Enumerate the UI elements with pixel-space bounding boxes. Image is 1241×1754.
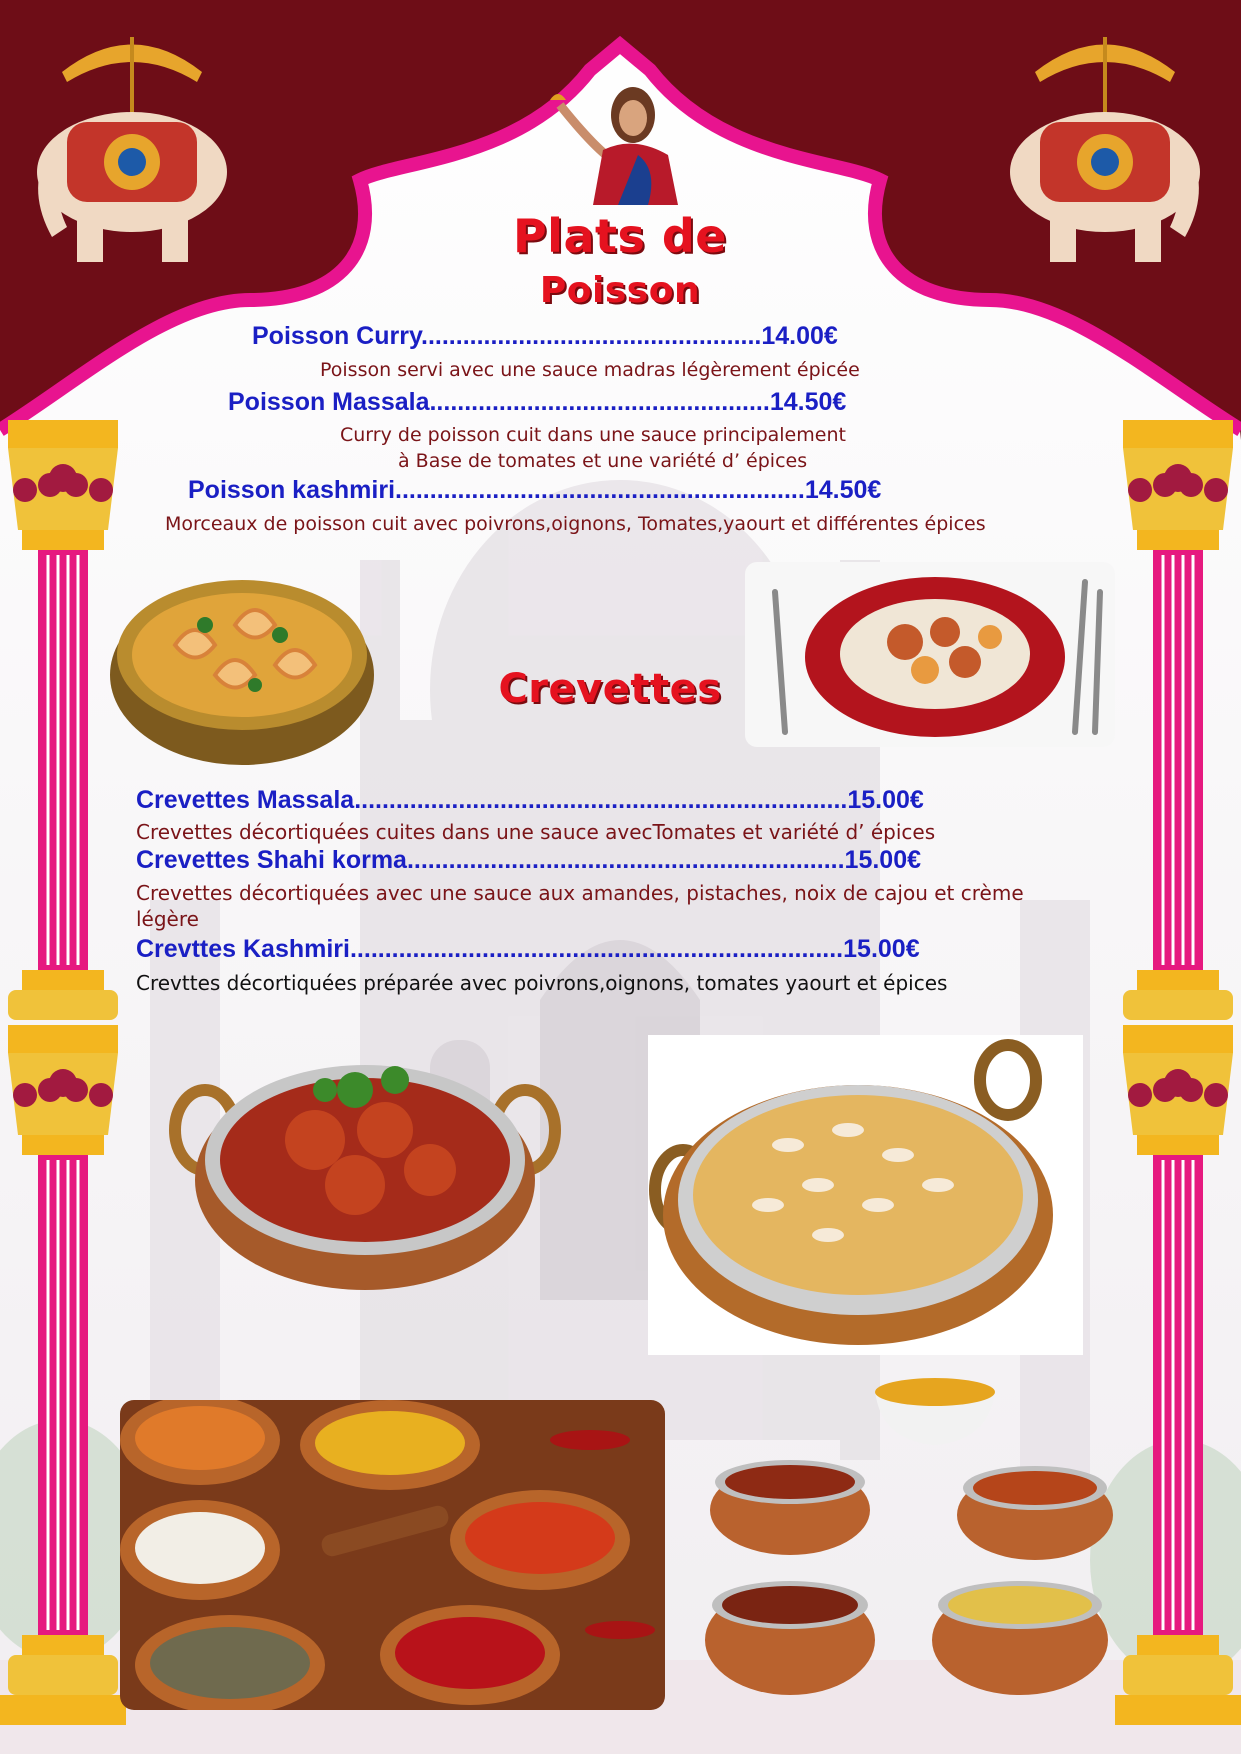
dish-name: Crevettes Shahi korma............................................................... [136, 846, 845, 874]
menu-item-poisson-kashmiri [188, 476, 881, 505]
dish-description: Crevttes décortiquées préparée avec poivrons,oignons, tomates yaourt et épices [136, 971, 948, 995]
red-curry-kadai-photo [165, 1020, 565, 1305]
dish-description: à Base de tomates et une variété d’ épices [398, 450, 808, 472]
menu-item-crevttes-kashmiri [136, 935, 920, 964]
shrimp-curry-bowl-photo [105, 555, 380, 775]
menu-item-poisson-curry [252, 322, 838, 351]
menu-item-crevettes-shahi-korma [136, 846, 921, 875]
dish-price: 15.00€ [847, 786, 924, 814]
dish-name: Poisson kashmiri........................................................... [188, 476, 805, 504]
dish-description: légère [136, 907, 199, 931]
dish-price: 14.50€ [804, 476, 882, 504]
dish-description: Crevettes décortiquées avec une sauce aux amandes, pistaches, noix de cajou et crème [136, 881, 1024, 905]
dish-price: 14.50€ [769, 388, 847, 416]
seafood-plate-photo [745, 562, 1115, 747]
dish-price: 15.00€ [844, 846, 922, 874]
elephant-icon [22, 22, 252, 272]
menu-item-poisson-massala [228, 388, 846, 417]
dish-description: Crevettes décortiquées cuites dans une sauce avecTomates et variété d’ épices [136, 820, 936, 844]
poisson-title-line1: Plats de [512, 209, 728, 263]
dish-description: Curry de poisson cuit dans une sauce principalement [340, 424, 846, 446]
dish-description: Morceaux de poisson cuit avec poivrons,oignons, Tomates,yaourt et différentes épices [165, 513, 986, 535]
dish-price: 14.00€ [761, 322, 838, 350]
spices-photo [120, 1400, 665, 1710]
crevettes-title: Crevettes [498, 666, 722, 712]
dish-name: Poisson Massala................................................. [228, 388, 770, 416]
dancer-figure [548, 80, 698, 205]
dish-description: Poisson servi avec une sauce madras légèrement épicée [320, 359, 860, 381]
dish-name: Crevttes Kashmiri....................................................................... [136, 935, 844, 963]
korma-kadai-photo [648, 1035, 1083, 1355]
poisson-title-line2: Poisson [539, 270, 701, 311]
dish-name: Crevettes Massala....................................................................... [136, 786, 848, 814]
dish-name: Poisson Curry................................................. [252, 322, 762, 350]
right-pillar [1111, 420, 1241, 1754]
dish-price: 15.00€ [843, 935, 920, 963]
copper-bowls-photo [700, 1370, 1120, 1710]
elephant-icon [985, 22, 1215, 272]
menu-item-crevettes-massala [136, 786, 924, 815]
